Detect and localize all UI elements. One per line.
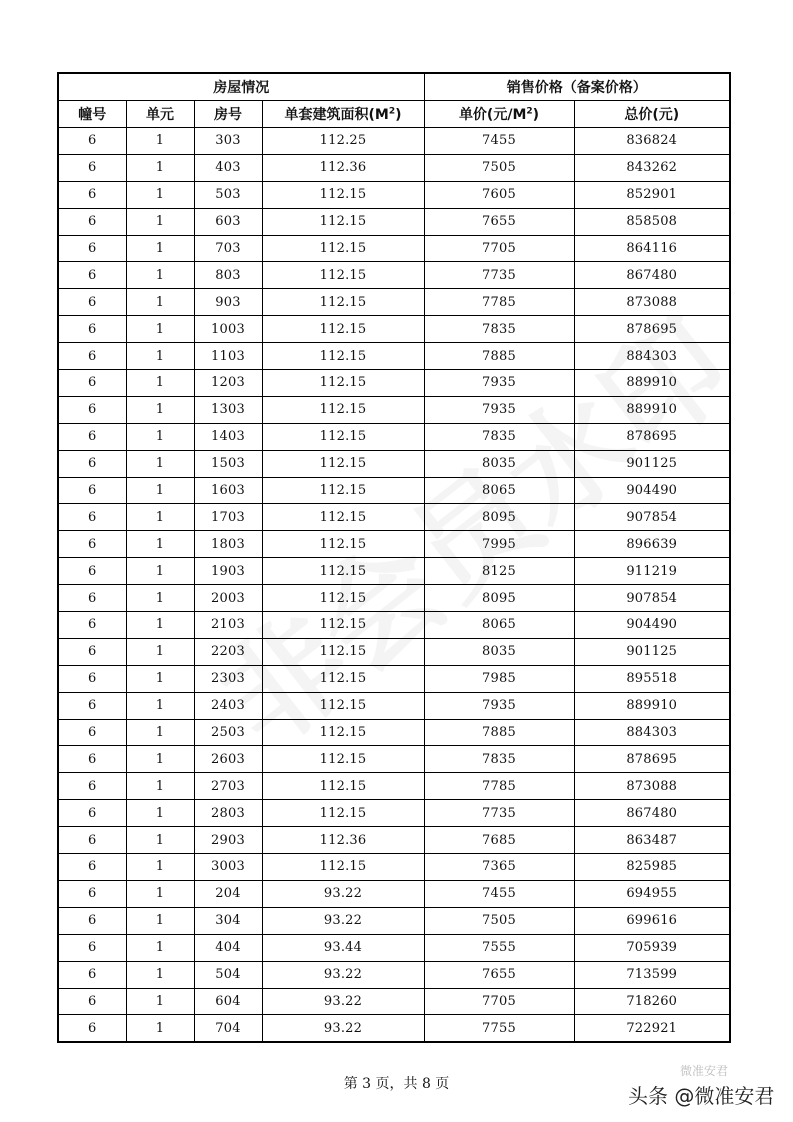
column-header-row xyxy=(58,101,730,128)
unit-cell: 1 xyxy=(126,800,194,827)
building-cell: 6 xyxy=(58,316,126,343)
unit-price-header-text: 单价(元/M xyxy=(458,107,527,123)
total-price-cell: 884303 xyxy=(574,719,730,746)
total-price-cell: 907854 xyxy=(574,504,730,531)
unit-price-cell: 7505 xyxy=(424,154,574,181)
room-cell: 2803 xyxy=(194,800,262,827)
table-row xyxy=(58,1015,730,1042)
unit-price-cell: 8035 xyxy=(424,638,574,665)
building-cell: 6 xyxy=(58,208,126,235)
total-price-cell: 895518 xyxy=(574,665,730,692)
unit-cell: 1 xyxy=(126,477,194,504)
building-cell: 6 xyxy=(58,262,126,289)
table-row xyxy=(58,343,730,370)
unit-cell: 1 xyxy=(126,343,194,370)
area-cell: 112.15 xyxy=(262,208,424,235)
room-cell: 1203 xyxy=(194,370,262,397)
price-table xyxy=(57,72,731,1043)
area-cell: 112.15 xyxy=(262,262,424,289)
room-cell: 303 xyxy=(194,128,262,155)
building-cell: 6 xyxy=(58,450,126,477)
unit-price-cell: 8095 xyxy=(424,585,574,612)
table-row xyxy=(58,289,730,316)
area-cell: 112.15 xyxy=(262,289,424,316)
table-row xyxy=(58,827,730,854)
unit-cell: 1 xyxy=(126,612,194,639)
table-row xyxy=(58,450,730,477)
unit-cell: 1 xyxy=(126,504,194,531)
unit-price-cell: 7735 xyxy=(424,800,574,827)
unit-cell: 1 xyxy=(126,665,194,692)
total-price-cell: 901125 xyxy=(574,638,730,665)
unit-cell: 1 xyxy=(126,638,194,665)
total-price-cell: 878695 xyxy=(574,316,730,343)
table-row xyxy=(58,370,730,397)
table-row xyxy=(58,854,730,881)
table-row xyxy=(58,316,730,343)
area-cell: 112.15 xyxy=(262,504,424,531)
building-cell: 6 xyxy=(58,612,126,639)
total-price-cell: 907854 xyxy=(574,585,730,612)
unit-cell: 1 xyxy=(126,1015,194,1042)
total-price-cell: 867480 xyxy=(574,800,730,827)
unit-cell: 1 xyxy=(126,423,194,450)
housing-group-header: 房屋情况 xyxy=(58,73,424,101)
area-header-text: 单套建筑面积(M xyxy=(284,107,389,123)
table-row xyxy=(58,504,730,531)
total-price-cell: 878695 xyxy=(574,423,730,450)
table-row xyxy=(58,988,730,1015)
building-cell: 6 xyxy=(58,477,126,504)
unit-cell: 1 xyxy=(126,289,194,316)
area-cell: 93.22 xyxy=(262,880,424,907)
unit-cell: 1 xyxy=(126,262,194,289)
total-price-cell: 889910 xyxy=(574,692,730,719)
total-price-cell: 843262 xyxy=(574,154,730,181)
area-cell: 112.15 xyxy=(262,719,424,746)
area-cell: 93.44 xyxy=(262,934,424,961)
room-cell: 2103 xyxy=(194,612,262,639)
unit-price-cell: 7835 xyxy=(424,316,574,343)
group-header-row xyxy=(58,73,730,101)
total-price-cell: 901125 xyxy=(574,450,730,477)
total-price-cell: 722921 xyxy=(574,1015,730,1042)
unit-price-header-sup: 2 xyxy=(526,106,533,117)
unit-cell: 1 xyxy=(126,988,194,1015)
unit-cell: 1 xyxy=(126,396,194,423)
building-cell: 6 xyxy=(58,800,126,827)
table-row xyxy=(58,477,730,504)
unit-cell: 1 xyxy=(126,961,194,988)
building-cell: 6 xyxy=(58,558,126,585)
unit-price-cell: 7935 xyxy=(424,370,574,397)
total-price-cell: 878695 xyxy=(574,746,730,773)
total-price-cell: 889910 xyxy=(574,396,730,423)
total-price-cell: 858508 xyxy=(574,208,730,235)
area-cell: 112.15 xyxy=(262,396,424,423)
unit-cell: 1 xyxy=(126,692,194,719)
unit-price-cell: 8035 xyxy=(424,450,574,477)
area-cell: 112.15 xyxy=(262,585,424,612)
area-cell: 112.15 xyxy=(262,235,424,262)
table-row xyxy=(58,262,730,289)
building-cell: 6 xyxy=(58,638,126,665)
room-cell: 703 xyxy=(194,235,262,262)
area-cell: 112.15 xyxy=(262,854,424,881)
unit-price-cell: 7985 xyxy=(424,665,574,692)
unit-cell: 1 xyxy=(126,827,194,854)
page-footer: 第 3 页，共 8 页 xyxy=(343,1076,450,1092)
unit-cell: 1 xyxy=(126,719,194,746)
faint-mark: 微准安君 xyxy=(680,1064,729,1078)
unit-price-cell: 7455 xyxy=(424,128,574,155)
room-cell: 603 xyxy=(194,208,262,235)
room-cell: 504 xyxy=(194,961,262,988)
area-cell: 93.22 xyxy=(262,1015,424,1042)
total-price-cell: 705939 xyxy=(574,934,730,961)
unit-price-header xyxy=(424,101,574,128)
area-cell: 112.36 xyxy=(262,827,424,854)
room-cell: 2303 xyxy=(194,665,262,692)
building-cell: 6 xyxy=(58,531,126,558)
table-row xyxy=(58,558,730,585)
total-price-cell: 873088 xyxy=(574,289,730,316)
unit-price-cell: 7505 xyxy=(424,907,574,934)
unit-price-cell: 7455 xyxy=(424,880,574,907)
room-cell: 2703 xyxy=(194,773,262,800)
unit-price-cell: 7605 xyxy=(424,181,574,208)
unit-price-header-suffix: ) xyxy=(532,107,540,123)
building-cell: 6 xyxy=(58,585,126,612)
unit-price-cell: 7735 xyxy=(424,262,574,289)
building-cell: 6 xyxy=(58,719,126,746)
building-cell: 6 xyxy=(58,504,126,531)
table-row xyxy=(58,800,730,827)
unit-cell: 1 xyxy=(126,585,194,612)
unit-price-cell: 7655 xyxy=(424,961,574,988)
table-row xyxy=(58,585,730,612)
table-row xyxy=(58,181,730,208)
room-cell: 1303 xyxy=(194,396,262,423)
unit-price-cell: 8065 xyxy=(424,477,574,504)
area-cell: 112.15 xyxy=(262,531,424,558)
unit-price-cell: 7655 xyxy=(424,208,574,235)
total-price-cell: 694955 xyxy=(574,880,730,907)
building-cell: 6 xyxy=(58,961,126,988)
total-price-cell: 713599 xyxy=(574,961,730,988)
area-cell: 112.15 xyxy=(262,638,424,665)
room-cell: 404 xyxy=(194,934,262,961)
building-cell: 6 xyxy=(58,746,126,773)
table-body xyxy=(58,128,730,1042)
total-price-cell: 884303 xyxy=(574,343,730,370)
table-row xyxy=(58,208,730,235)
table-row xyxy=(58,773,730,800)
unit-price-cell: 8065 xyxy=(424,612,574,639)
room-cell: 1603 xyxy=(194,477,262,504)
unit-price-cell: 7785 xyxy=(424,773,574,800)
price-group-header: 销售价格（备案价格） xyxy=(424,73,730,101)
area-cell: 112.15 xyxy=(262,692,424,719)
table-row xyxy=(58,880,730,907)
room-cell: 2503 xyxy=(194,719,262,746)
area-cell: 112.36 xyxy=(262,154,424,181)
total-price-cell: 896639 xyxy=(574,531,730,558)
table-row xyxy=(58,719,730,746)
total-price-cell: 864116 xyxy=(574,235,730,262)
building-cell: 6 xyxy=(58,880,126,907)
unit-price-cell: 7835 xyxy=(424,423,574,450)
room-cell: 1103 xyxy=(194,343,262,370)
unit-cell: 1 xyxy=(126,316,194,343)
area-header-suffix: ) xyxy=(395,107,402,123)
building-cell: 6 xyxy=(58,1015,126,1042)
unit-cell: 1 xyxy=(126,934,194,961)
area-cell: 112.15 xyxy=(262,316,424,343)
room-cell: 1703 xyxy=(194,504,262,531)
table-row xyxy=(58,961,730,988)
table-row xyxy=(58,665,730,692)
area-cell: 112.15 xyxy=(262,773,424,800)
building-cell: 6 xyxy=(58,128,126,155)
building-cell: 6 xyxy=(58,154,126,181)
total-price-cell: 852901 xyxy=(574,181,730,208)
table-row xyxy=(58,746,730,773)
area-cell: 112.15 xyxy=(262,558,424,585)
room-cell: 803 xyxy=(194,262,262,289)
unit-price-cell: 7885 xyxy=(424,343,574,370)
building-cell: 6 xyxy=(58,289,126,316)
building-cell: 6 xyxy=(58,370,126,397)
building-cell: 6 xyxy=(58,907,126,934)
room-cell: 3003 xyxy=(194,854,262,881)
room-cell: 2603 xyxy=(194,746,262,773)
room-cell: 903 xyxy=(194,289,262,316)
building-cell: 6 xyxy=(58,773,126,800)
room-header: 房号 xyxy=(194,101,262,128)
total-price-cell: 718260 xyxy=(574,988,730,1015)
unit-price-cell: 7755 xyxy=(424,1015,574,1042)
building-header: 幢号 xyxy=(58,101,126,128)
unit-price-cell: 7785 xyxy=(424,289,574,316)
total-price-cell: 867480 xyxy=(574,262,730,289)
table-row xyxy=(58,531,730,558)
room-cell: 204 xyxy=(194,880,262,907)
total-price-header: 总价(元) xyxy=(574,101,730,128)
area-cell: 93.22 xyxy=(262,988,424,1015)
unit-price-cell: 7555 xyxy=(424,934,574,961)
unit-cell: 1 xyxy=(126,450,194,477)
table-row xyxy=(58,692,730,719)
table-row xyxy=(58,128,730,155)
total-price-cell: 836824 xyxy=(574,128,730,155)
room-cell: 1503 xyxy=(194,450,262,477)
total-price-cell: 904490 xyxy=(574,612,730,639)
unit-cell: 1 xyxy=(126,558,194,585)
area-cell: 112.15 xyxy=(262,800,424,827)
total-price-cell: 873088 xyxy=(574,773,730,800)
area-cell: 112.15 xyxy=(262,343,424,370)
building-cell: 6 xyxy=(58,343,126,370)
total-price-cell: 911219 xyxy=(574,558,730,585)
building-cell: 6 xyxy=(58,692,126,719)
unit-cell: 1 xyxy=(126,907,194,934)
room-cell: 503 xyxy=(194,181,262,208)
table-row xyxy=(58,934,730,961)
building-cell: 6 xyxy=(58,988,126,1015)
building-cell: 6 xyxy=(58,423,126,450)
area-cell: 93.22 xyxy=(262,907,424,934)
unit-cell: 1 xyxy=(126,370,194,397)
unit-price-cell: 7705 xyxy=(424,235,574,262)
area-cell: 112.15 xyxy=(262,612,424,639)
area-cell: 112.15 xyxy=(262,423,424,450)
unit-header: 单元 xyxy=(126,101,194,128)
unit-cell: 1 xyxy=(126,531,194,558)
unit-cell: 1 xyxy=(126,746,194,773)
room-cell: 1803 xyxy=(194,531,262,558)
room-cell: 1903 xyxy=(194,558,262,585)
area-cell: 112.15 xyxy=(262,450,424,477)
table-row xyxy=(58,907,730,934)
unit-price-cell: 7935 xyxy=(424,692,574,719)
room-cell: 403 xyxy=(194,154,262,181)
total-price-cell: 889910 xyxy=(574,370,730,397)
room-cell: 2903 xyxy=(194,827,262,854)
total-price-cell: 904490 xyxy=(574,477,730,504)
room-cell: 604 xyxy=(194,988,262,1015)
unit-price-cell: 7995 xyxy=(424,531,574,558)
unit-cell: 1 xyxy=(126,181,194,208)
unit-cell: 1 xyxy=(126,773,194,800)
unit-price-cell: 7835 xyxy=(424,746,574,773)
unit-cell: 1 xyxy=(126,128,194,155)
total-price-cell: 825985 xyxy=(574,854,730,881)
building-cell: 6 xyxy=(58,827,126,854)
building-cell: 6 xyxy=(58,181,126,208)
unit-price-cell: 8125 xyxy=(424,558,574,585)
area-cell: 93.22 xyxy=(262,961,424,988)
area-cell: 112.15 xyxy=(262,477,424,504)
table-row xyxy=(58,235,730,262)
table-row xyxy=(58,154,730,181)
total-price-cell: 863487 xyxy=(574,827,730,854)
unit-price-cell: 7685 xyxy=(424,827,574,854)
room-cell: 1003 xyxy=(194,316,262,343)
table-row xyxy=(58,396,730,423)
area-cell: 112.15 xyxy=(262,181,424,208)
room-cell: 2403 xyxy=(194,692,262,719)
unit-price-cell: 7885 xyxy=(424,719,574,746)
area-header-sup: 2 xyxy=(388,106,396,117)
room-cell: 304 xyxy=(194,907,262,934)
room-cell: 2203 xyxy=(194,638,262,665)
area-cell: 112.15 xyxy=(262,665,424,692)
room-cell: 1403 xyxy=(194,423,262,450)
building-cell: 6 xyxy=(58,934,126,961)
unit-cell: 1 xyxy=(126,880,194,907)
room-cell: 704 xyxy=(194,1015,262,1042)
room-cell: 2003 xyxy=(194,585,262,612)
unit-price-cell: 7365 xyxy=(424,854,574,881)
table-row xyxy=(58,423,730,450)
unit-cell: 1 xyxy=(126,208,194,235)
area-cell: 112.15 xyxy=(262,746,424,773)
area-cell: 112.25 xyxy=(262,128,424,155)
unit-cell: 1 xyxy=(126,235,194,262)
total-price-cell: 699616 xyxy=(574,907,730,934)
unit-cell: 1 xyxy=(126,154,194,181)
area-cell: 112.15 xyxy=(262,370,424,397)
building-cell: 6 xyxy=(58,396,126,423)
unit-price-cell: 7935 xyxy=(424,396,574,423)
unit-cell: 1 xyxy=(126,854,194,881)
building-cell: 6 xyxy=(58,854,126,881)
area-header xyxy=(262,101,424,128)
unit-price-cell: 7705 xyxy=(424,988,574,1015)
building-cell: 6 xyxy=(58,235,126,262)
building-cell: 6 xyxy=(58,665,126,692)
table-row xyxy=(58,612,730,639)
unit-price-cell: 8095 xyxy=(424,504,574,531)
credit-text: 头条 @微准安君 xyxy=(628,1084,775,1108)
table-row xyxy=(58,638,730,665)
